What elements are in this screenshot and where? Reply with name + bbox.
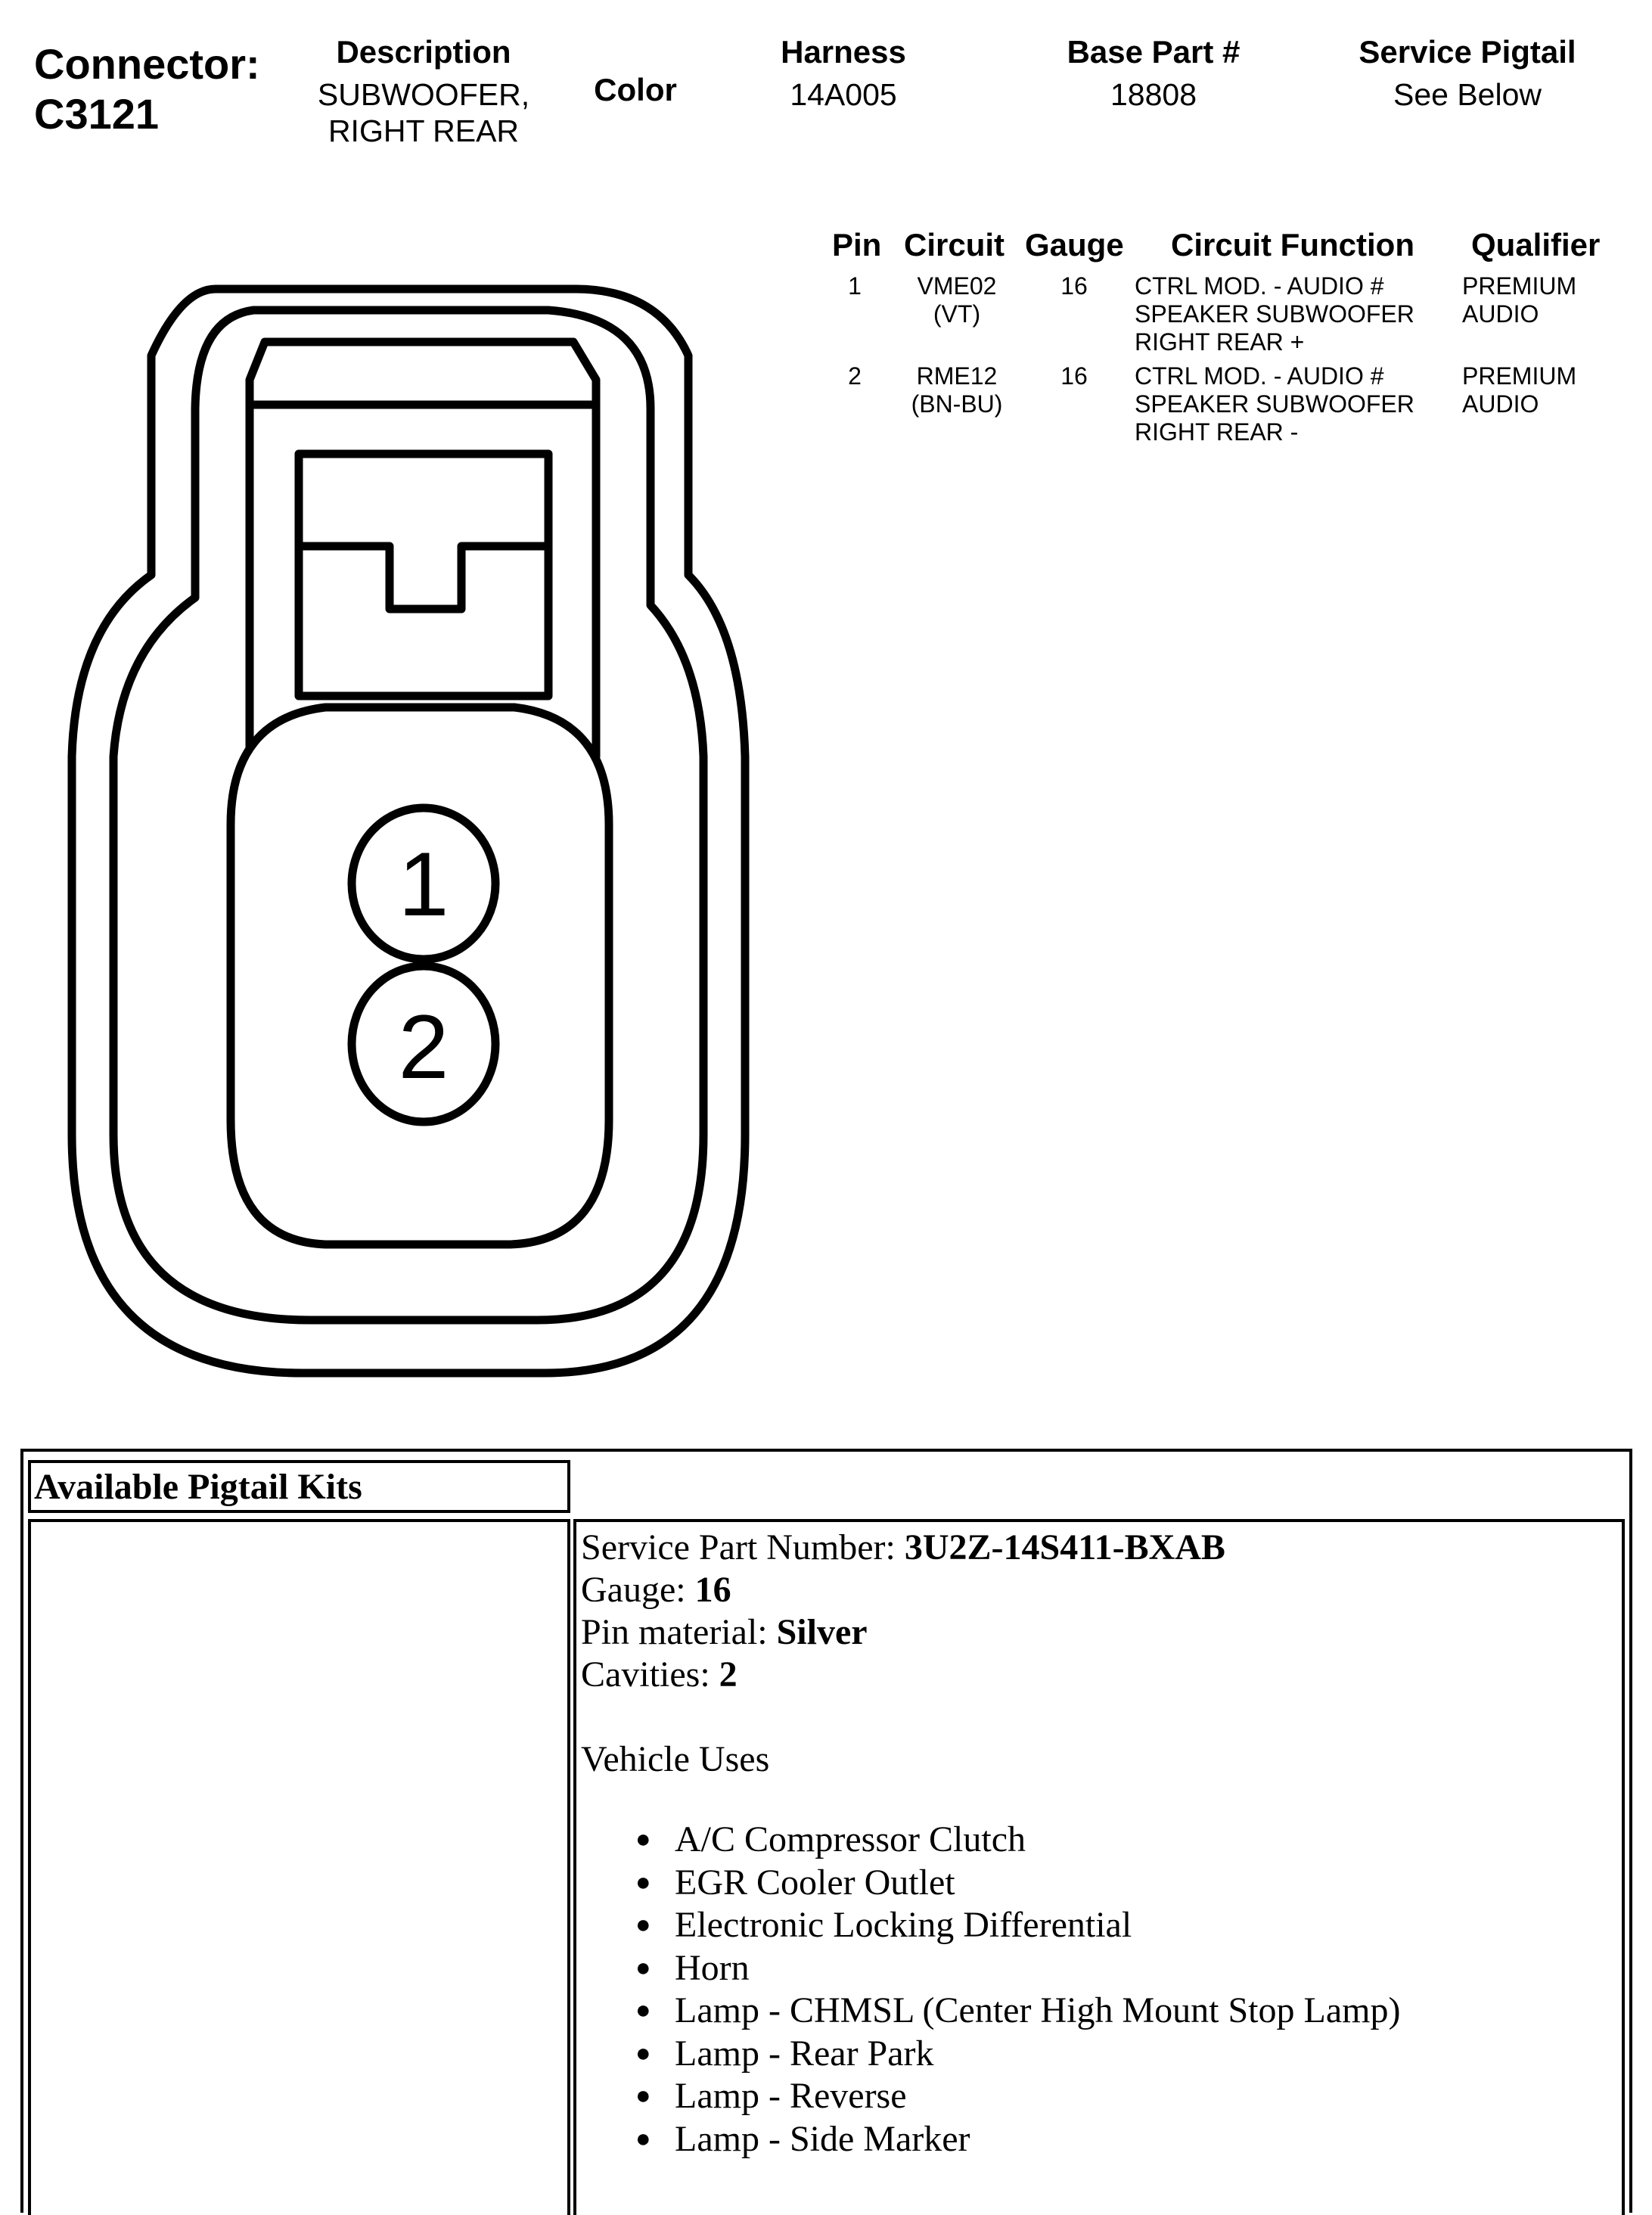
pin-header: Pin — [832, 227, 882, 263]
gauge-label: Gauge: — [581, 1570, 695, 1610]
row2-pin: 2 — [848, 362, 862, 390]
row1-function-line3: RIGHT REAR + — [1135, 328, 1305, 356]
row2-qualifier-line1: PREMIUM — [1462, 362, 1577, 390]
service-pigtail-header: Service Pigtail — [1359, 34, 1576, 70]
row2-qualifier-line2: AUDIO — [1462, 390, 1539, 418]
bullet-icon: ● — [635, 1911, 651, 1939]
vehicle-use-text: Electronic Locking Differential — [675, 1905, 1132, 1945]
row2-function-line2: SPEAKER SUBWOOFER — [1135, 390, 1414, 418]
latch-inner-frame — [299, 454, 548, 696]
vehicle-use-text: Lamp - CHMSL (Center High Mount Stop Lamp) — [675, 1990, 1401, 2030]
gauge-header: Gauge — [1025, 227, 1124, 263]
row1-circuit-id: VME02 — [917, 272, 997, 300]
list-item — [635, 1990, 1400, 2033]
bullet-icon: ● — [635, 2082, 651, 2110]
row2-qualifier — [1462, 362, 1576, 418]
bullet-icon: ● — [635, 1825, 651, 1853]
row1-qualifier — [1462, 272, 1576, 328]
vehicle-use-text: EGR Cooler Outlet — [675, 1862, 955, 1903]
pin-1-label: 1 — [398, 834, 449, 935]
service-part-number-line — [581, 1527, 1225, 1569]
cavities-line — [581, 1654, 738, 1696]
pigtail-kits-title: Available Pigtail Kits — [34, 1467, 362, 1507]
base-part-column — [1025, 34, 1282, 113]
connector-face-diagram — [0, 0, 802, 1422]
row1-circuit-color: (VT) — [933, 300, 981, 328]
gauge-value: 16 — [694, 1570, 731, 1610]
pin-material-line — [581, 1611, 868, 1654]
list-item — [635, 1904, 1400, 1947]
base-part-header: Base Part # — [1067, 34, 1241, 70]
service-pigtail-value: See Below — [1393, 77, 1542, 112]
row2-function — [1135, 362, 1414, 446]
connector-label: Connector: — [34, 40, 260, 88]
service-part-value: 3U2Z-14S411-BXAB — [904, 1527, 1225, 1567]
list-item — [635, 1819, 1400, 1862]
qualifier-header: Qualifier — [1471, 227, 1601, 263]
row1-circuit — [896, 272, 1017, 328]
row2-function-line3: RIGHT REAR - — [1135, 418, 1299, 446]
row2-gauge: 16 — [1060, 362, 1088, 390]
color-header: Color — [594, 72, 677, 107]
bullet-icon: ● — [635, 1996, 651, 2024]
connector-id: C3121 — [34, 90, 160, 138]
description-header: Description — [336, 34, 511, 70]
list-item — [635, 1947, 1400, 1990]
cavities-label: Cavities: — [581, 1654, 719, 1695]
harness-header: Harness — [781, 34, 906, 70]
pin-material-value: Silver — [776, 1612, 868, 1652]
list-item — [635, 2118, 1400, 2161]
vehicle-use-text: Horn — [675, 1947, 750, 1988]
row1-function — [1135, 272, 1414, 356]
bullet-icon: ● — [635, 2124, 651, 2153]
vehicle-use-text: Lamp - Side Marker — [675, 2118, 970, 2159]
row2-circuit-color: (BN-BU) — [911, 390, 1003, 418]
list-item — [635, 2033, 1400, 2076]
list-item — [635, 1862, 1400, 1905]
latch-notch — [299, 546, 548, 609]
row1-function-line2: SPEAKER SUBWOOFER — [1135, 300, 1414, 328]
row1-function-line1: CTRL MOD. - AUDIO # — [1135, 272, 1384, 300]
description-value-line2: RIGHT REAR — [328, 113, 520, 148]
pin-material-label: Pin material: — [581, 1612, 777, 1652]
service-part-label: Service Part Number: — [581, 1527, 905, 1567]
gauge-line — [581, 1569, 731, 1611]
row1-qualifier-line1: PREMIUM — [1462, 272, 1577, 300]
circuit-function-header: Circuit Function — [1171, 227, 1414, 263]
row2-function-line1: CTRL MOD. - AUDIO # — [1135, 362, 1384, 390]
row1-qualifier-line2: AUDIO — [1462, 300, 1539, 328]
bullet-icon: ● — [635, 2039, 651, 2067]
bullet-icon: ● — [635, 1868, 651, 1897]
row2-circuit-id: RME12 — [916, 362, 998, 390]
description-value-line1: SUBWOOFER, — [317, 77, 530, 112]
harness-value: 14A005 — [790, 77, 897, 112]
cavities-value: 2 — [719, 1654, 738, 1695]
vehicle-uses-label: Vehicle Uses — [581, 1739, 770, 1779]
circuit-header: Circuit — [904, 227, 1005, 263]
vehicle-use-text: A/C Compressor Clutch — [675, 1819, 1026, 1859]
row1-pin: 1 — [848, 272, 862, 300]
list-item — [635, 2075, 1400, 2118]
base-part-value: 18808 — [1110, 77, 1197, 112]
pin-cavity-body — [231, 707, 609, 1244]
pigtail-image-cell — [28, 1519, 570, 2215]
bullet-icon: ● — [635, 1953, 651, 1982]
row1-gauge: 16 — [1060, 272, 1088, 300]
vehicle-uses-list — [635, 1819, 1400, 2161]
row2-circuit — [896, 362, 1017, 418]
service-pigtail-column — [1324, 34, 1611, 113]
vehicle-use-text: Lamp - Rear Park — [675, 2033, 934, 2074]
vehicle-use-text: Lamp - Reverse — [675, 2076, 907, 2116]
pin-2-label: 2 — [398, 996, 449, 1098]
